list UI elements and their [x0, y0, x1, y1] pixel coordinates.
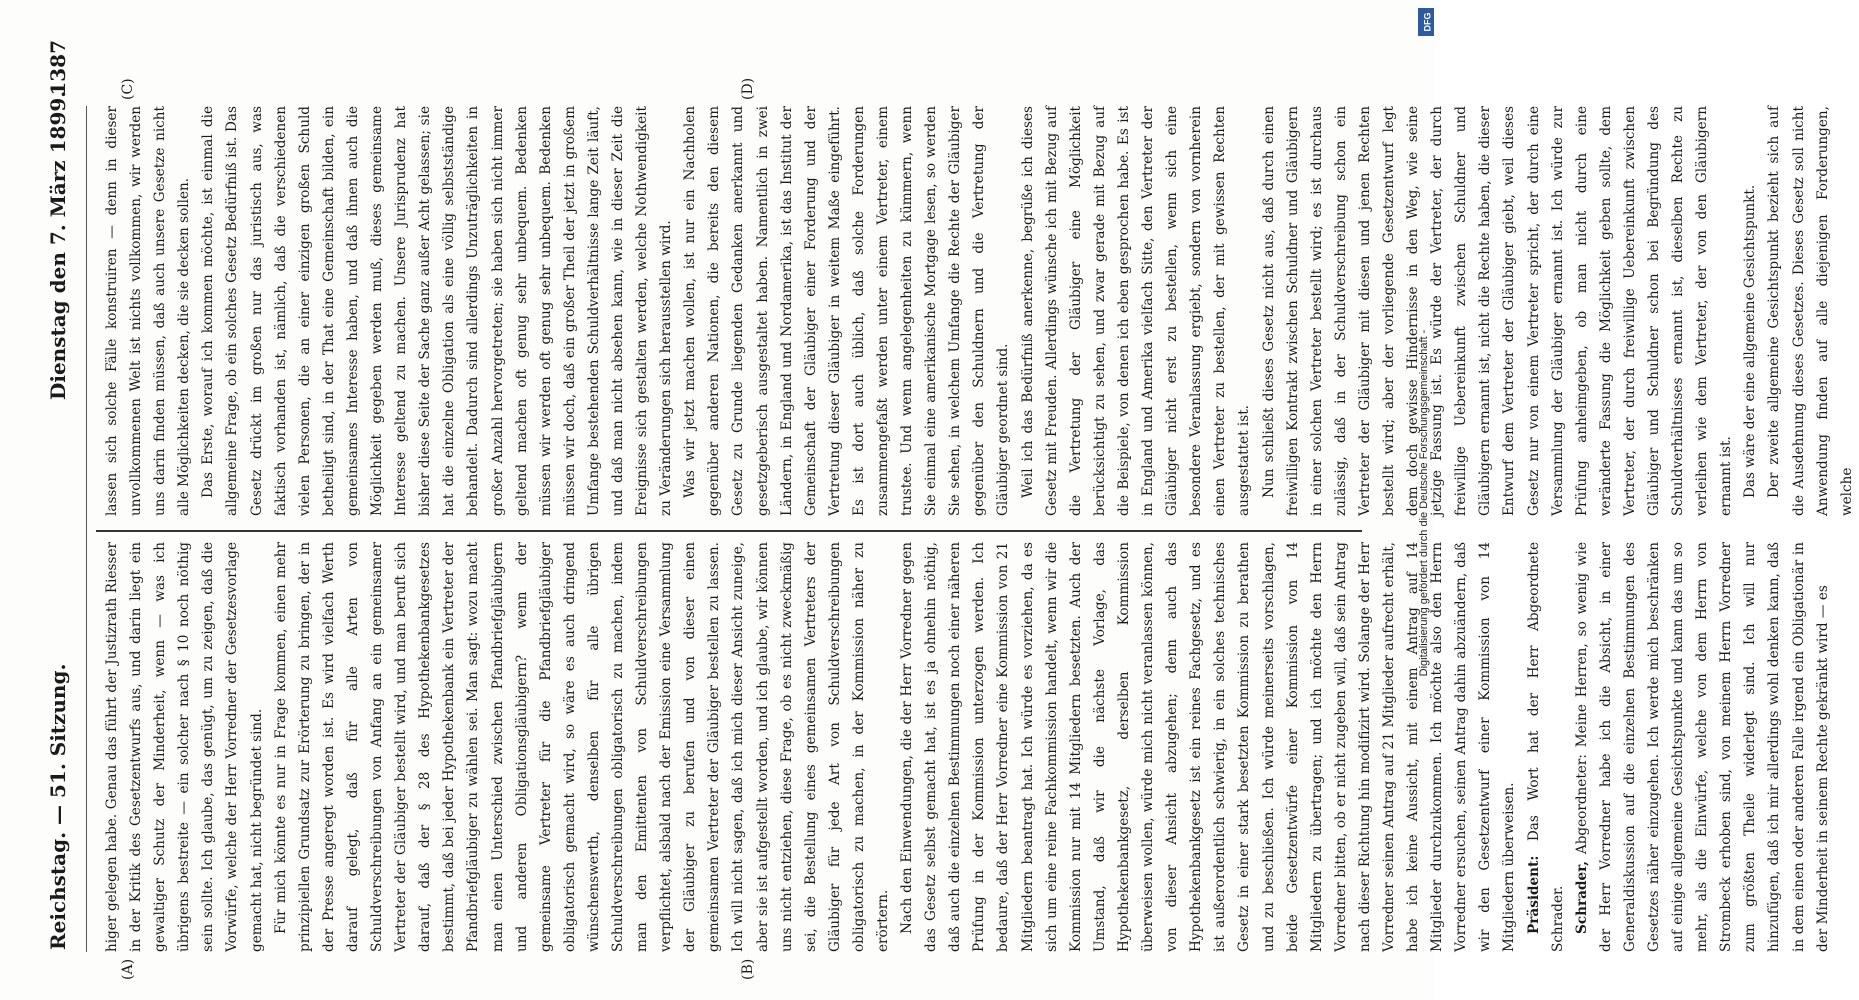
paragraph: higer gelegen habe. Genau das führt der Justizrath Riesser in der Kritik des Gesetzentwurfs aus, und darin liegt ein gewaltiger Schutz der Minderheit, wenn — was ich übrigens bestreite — ein solcher nach § 10 noch nöthig sein sollte. Ich glaube, das genügt, um zu zeigen, daß die Vorwürfe, welche der Herr Vorredner der Gesetzesvorlage gemacht hat, nicht begründet sind.: [104, 542, 265, 952]
page-number: 1387: [46, 40, 70, 96]
paragraph-text: Abgeordneter: Meine Herren, so wenig wie der Herr Vorredner habe ich die Absicht, in einer Generaldiskussion auf die einzelnen Bestimmungen des Gesetzes näher einzugehen. Ich werde mich beschränken auf einige allgemeine Gesichtspunkte und kann das um so mehr, als die Einwürfe, welche von dem Herrn von Strombeck erhoben sind, von meinem Herrn Vorredner zum größten Theile widerlegt sind. Ich will nur hinzufügen, daß ich mir allerdings wohl denken kann, daß in dem einen oder anderen Falle irgend ein Obligationär in der Minderheit in seinem Rechte gekränkt wird — es: [1573, 542, 1831, 952]
paragraph-schrader: [1570, 542, 1835, 952]
dfg-logo: DFG: [1418, 8, 1434, 36]
digitization-note: [1414, 8, 1434, 998]
paragraph: Was wir jetzt machen wollen, ist nur ein Nachholen gegenüber anderen Nationen, die bereits den diesem Gesetz zu Grunde liegenden Gedanken anerkannt und gesetzgeberisch ausgestaltet haben. Namentlich in zwei Ländern, in England und Nordamerika, ist das Institut der Gemeinschaft der Gläubiger einer Forderung und der Vertretung dieser Gläubiger in weitem Maße eingeführt. Es ist dort auch üblich, daß solche Forderungen zusammengefaßt werden unter einem Vertreter, einem trustee. Und wenn angelegenheiten zu kümmern, wenn Sie einmal eine amerikanische Mortgage lesen, so werden Sie sehen, in welchem Umfange die Rechte der Gläubiger gegenüber den Schuldnern und die Vertretung der Gläubiger geordnet sind.: [682, 106, 1012, 516]
paragraph: lassen sich solche Fälle konstruiren — denn in dieser unvollkommenen Welt ist nichts vollkommen, wir werden uns darin finden müssen, daß auch unsere Gesetze nicht alle Möglichkeiten decken, die sie decken sollen.: [104, 106, 193, 516]
column-divider: [96, 530, 1362, 532]
margin-marker-b: (B): [740, 958, 756, 980]
margin-marker-d: (D): [740, 77, 756, 100]
speaker-label: Schrader,: [1573, 860, 1590, 934]
text-column-left: [100, 542, 1831, 952]
page-header: [46, 40, 76, 960]
paragraph: Nach den Einwendungen, die der Herr Vorredner gegen das Gesetz selbst gemacht hat, ist es ja ohnehin nöthig, daß auch die einzelnen Bestimmungen noch einer näheren Prüfung in der Kommission unterzogen werden. Ich bedaure, daß der Herr Vorredner eine Kommission von 21 Mitgliedern beantragt hat. Ich würde es vorziehen, da es sich um eine reine Fachkommission handelt, wenn wir die Kommission nur mit 14 Mitgliedern besetzten. Auch der Umstand, daß wir die nächste Vorlage, das Hypothekenbankgesetz, derselben Kommission überweisen wollen, würde mich nicht veranlassen können, von dieser Ansicht abzugehen; denn auch das Hypothekenbankgesetz ist ein reines Fachgesetz, und es ist außerordentlich schwierig, in ein solches technisches Gesetz in einer stark besetzten Kommission zu berathen und zu beschließen. Ich würde meinerseits vorschlagen, beide Gesetzentwürfe einer Kommission von 14 Mitgliedern zu übertragen; und ich möchte den Herrn Vorredner bitten, ob er nicht zugeben will, daß sein Antrag nach dieser Richtung hin modifizirt wird. Solange der Herr Vorredner seinen Antrag auf 21 Mitglieder aufrecht erhält, habe ich keine Aussicht, mit einem Antrag auf 14 Mitglieder durchzukommen. Ich möchte also den Herrn Vorredner ersuchen, seinen Antrag dahin abzuändern, daß wir den Gesetzentwurf einer Kommission von 14 Mitgliedern überweisen.: [899, 542, 1518, 952]
paragraph: Das wäre der eine allgemeine Gesichtspunkt.: [1742, 184, 1759, 498]
margin-marker-c: (C): [120, 78, 136, 100]
paragraph: Für mich könnte es nur in Frage kommen, einen mehr prinzipiellen Grundsatz zur Erörterung zu bringen, der in der Presse angeregt worden ist. Es wird vielfach Werth darauf gelegt, daß für alle Arten von Schuldverschreibungen von Anfang an ein gemeinsamer Vertreter der Gläubiger bestellt wird, und man beruft sich darauf, daß der § 28 des Hypothekenbankgesetzes bestimmt, daß bei jeder Hypothekenbank ein Vertreter der Pfandbriefgläubiger zu wählen sei. Man sagt: wozu macht man einen Unterschied zwischen Pfandbriefgläubigern und anderen Obligationsgläubigern? wenn der gemeinsame Vertreter für die Pfandbriefgläubiger obligatorisch gemacht wird, so wäre es auch dringend wünschenswerth, denselben für alle übrigen Schuldverschreibungen obligatorisch zu machen, indem man den Emittenten von Schuldverschreibungen verpflichtet, alsbald nach der Emission eine Versammlung der Gläubiger zu berufen und von dieser einen gemeinsamen Vertreter der Gläubiger bestellen zu lassen. Ich will nicht sagen, daß ich mich dieser Ansicht zuneige, aber sie ist aufgestellt worden, und ich glaube, wir können uns nicht entziehen, diese Frage, ob es nicht zweckmäßig sei, die Bestellung eines gemeinsamen Vertreters der Gläubiger für jede Art von Schuldverschreibungen obligatorisch zu machen, in der Kommission näher zu erörtern.: [272, 542, 891, 952]
header-rule: [86, 106, 87, 952]
paragraph: Nun schließt dieses Gesetz nicht aus, daß durch einen freiwilligen Kontrakt zwischen Schuldner und Gläubigern in einer solchen Vertreter bestellt wird; es ist durchaus zulässig, daß in der Schuldverschreibung schon ein Vertreter der Gläubiger mit diesen und jenen Rechten bestellt wird; aber der vorliegende Gesetzentwurf legt dem doch gewisse Hindernisse in den Weg, wie seine jetzige Fassung ist. Es würde der Vertreter, der durch freiwillige Uebereinkunft zwischen Schuldner und Gläubigern ernannt ist, nicht die Rechte haben, die dieser Entwurf dem Vertreter der Gläubiger giebt, weil dieses Gesetz nur von einem Vertreter spricht, der durch eine Versammlung der Gläubiger ernannt ist. Ich würde zur Prüfung anheimgeben, ob man nicht durch eine veränderte Fassung die Möglichkeit geben sollte, dem Vertreter, der durch freiwillige Uebereinkunft zwischen Gläubiger und Schuldner schon bei Begründung des Schuldverhältnisses ernannt ist, dieselben Rechte zu verleihen wie dem Vertreter, der von den Gläubigern ernannt ist.: [1260, 106, 1735, 516]
header-session: Reichstag. — 51. Sitzung.: [46, 663, 70, 950]
speaker-label: Präsident:: [1525, 855, 1542, 934]
paragraph: Weil ich das Bedürfniß anerkenne, begrüße ich dieses Gesetz mit Freuden. Allerdings wünsche ich mit Bezug auf die Vertretung der Gläubiger eine Möglichkeit berücksichtigt zu sehen, und zwar gerade mit Bezug auf die Beispiele, von denen ich eben gesprochen habe. Es ist in England und Amerika vielfach Sitte, den Vertreter der Gläubiger nicht erst zu bestellen, wenn sich eine besondere Veranlassung ergiebt, sondern von vornherein einen Vertreter zu bestellen, der mit gewissen Rechten ausgestattet ist.: [1019, 106, 1253, 516]
paragraph-text: Das Wort hat der Herr Abgeordnete Schrader.: [1525, 542, 1566, 952]
header-date: Dienstag den 7. März 1899.: [46, 90, 70, 400]
digitization-note-text: Digitalisierung gefördert durch die Deutsche Forschungsgemeinschaft -: [1418, 329, 1430, 677]
paragraph: Das Erste, worauf ich kommen möchte, ist einmal die allgemeine Frage, ob ein solches Gesetz Bedürfniß ist. Das Gesetz drückt im großen nur das juristisch aus, was faktisch vorhanden ist, nämlich, daß die verschiedenen vielen Personen, die an einer einzigen großen Schuld betheiligt sind, in der That eine Gemeinschaft bilden, ein gemeinsames Interesse haben, und daß ihnen auch die Möglichkeit gegeben werden muß, dieses gemeinsame Interesse geltend zu machen. Unsere Jurisprudenz hat bisher diese Seite der Sache ganz außer Acht gelassen; sie hat die einzelne Obligation als eine völlig selbstständige behandelt. Dadurch sind allerdings Unzuträglichkeiten in großer Anzahl hervorgetreten; sie haben sich nicht immer geltend machen oft genug sehr unbequem. Bedenken müssen wir werden oft genug sehr unbequem. Bedenken müssen wir doch, daß ein großer Theil der jetzt in großem Umfange bestehenden Schuldverhältnisse lange Zeit läuft, und daß man nicht absehen kann, wie in dieser Zeit die Ereignisse sich gestalten werden, welche Nothwendigkeit zu Veränderungen sich herausstellen wird.: [200, 106, 675, 516]
paragraph-president: [1522, 542, 1570, 952]
margin-marker-a: (A): [120, 958, 136, 980]
paragraph: Der zweite allgemeine Gesichtspunkt bezieht sich auf die Ausdehnung dieses Gesetzes. Dieses Gesetz soll nicht Anwendung finden auf alle diejenigen Forderungen, welche: [1766, 106, 1855, 516]
